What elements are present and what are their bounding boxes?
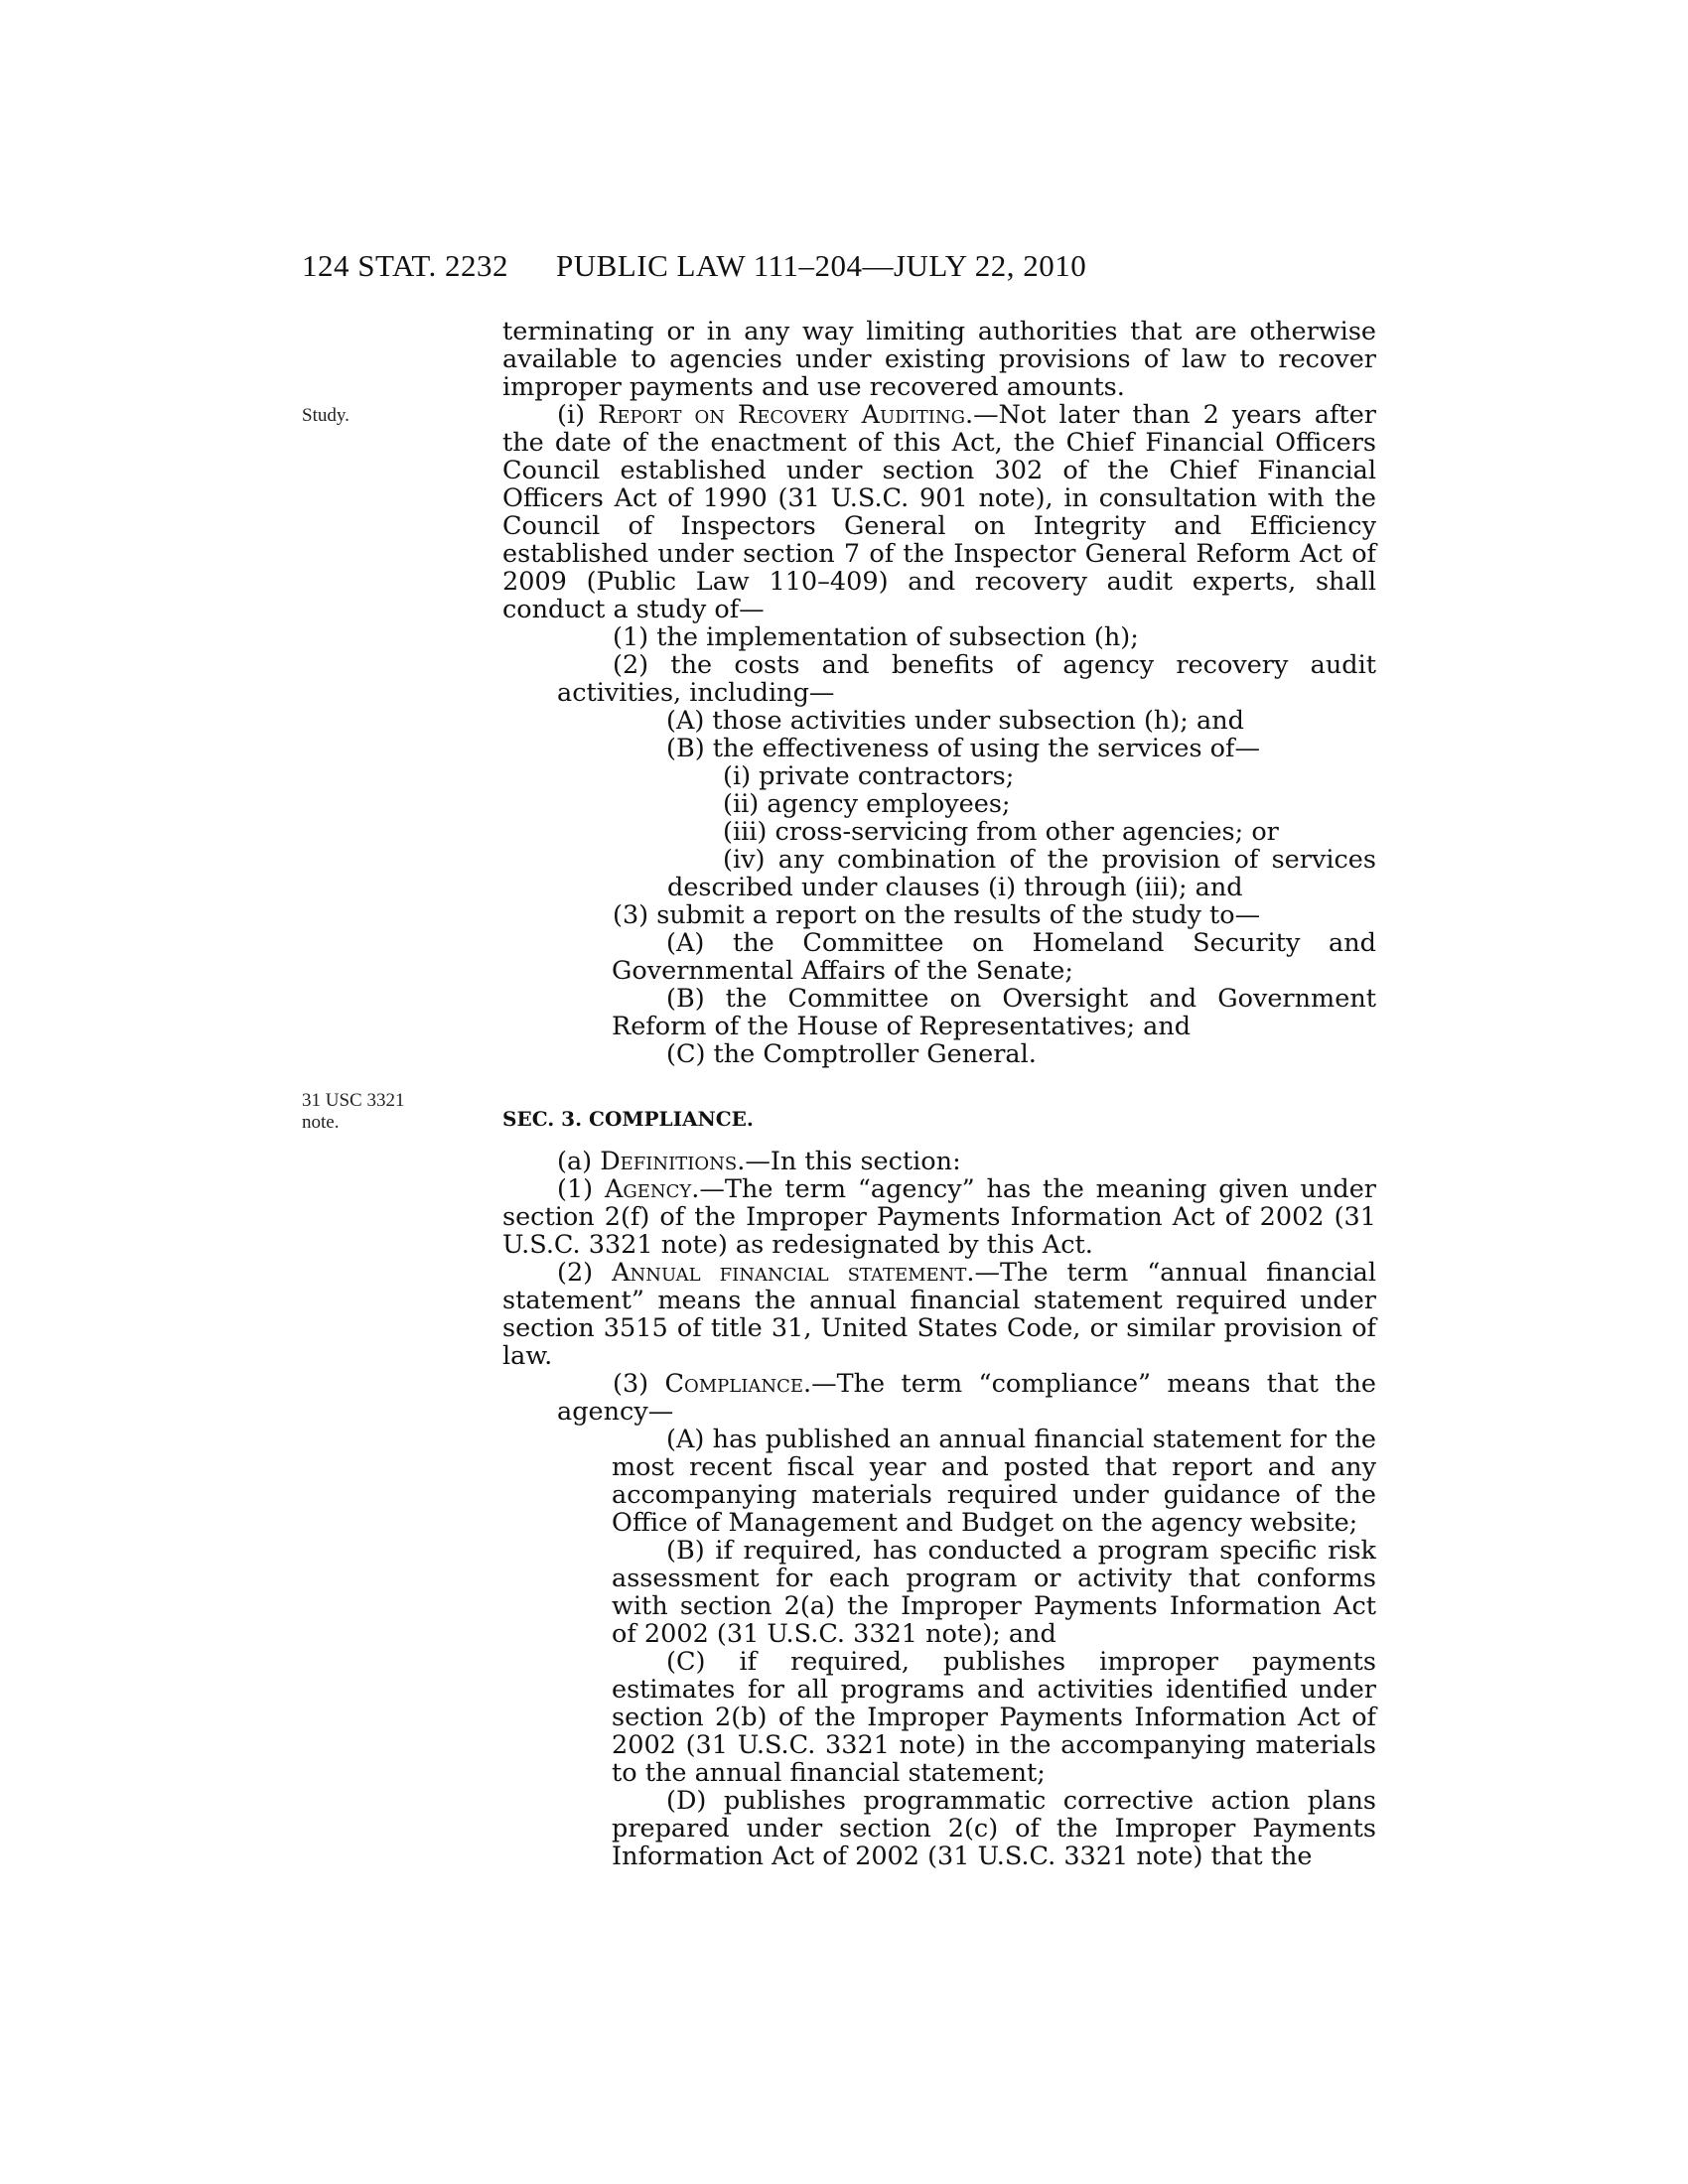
paragraph-definitions: (a) Definitions.—In this section:: [557, 1147, 961, 1176]
margin-note-usc: 31 USC 3321 note.: [302, 1090, 405, 1133]
paragraph-compliance: (3) Compliance.—The term “compliance” means that the agency—: [557, 1369, 1376, 1427]
paragraph: (B) the effectiveness of using the services of—: [666, 734, 1260, 763]
paragraph: (3) submit a report on the results of the study to—: [613, 900, 1261, 930]
paragraph: (C) if required, publishes improper payments estimates for all programs and activities identified under section 2(b) of the Improper Payments Information Act of 2002 (31 U.S.C. 3321 note) in the accompanying materials to the annual financial statement;: [612, 1647, 1376, 1788]
paragraph: (1) the implementation of subsection (h);: [613, 622, 1139, 652]
section-heading: SEC. 3. COMPLIANCE.: [502, 1107, 754, 1131]
margin-note-study: Study.: [302, 405, 350, 426]
paragraph: (i) private contractors;: [723, 761, 1015, 791]
page-running-header: PUBLIC LAW 111–204—JULY 22, 2010: [556, 248, 1087, 283]
paragraph: (D) publishes programmatic corrective action plans prepared under section 2(c) of the Improper Payments Information Act of 2002 (31 U.S.C. 3321 note) that the: [612, 1786, 1376, 1871]
paragraph: terminating or in any way limiting authorities that are otherwise available to agencies under existing provisions of law to recover improper payments and use recovered amounts.: [502, 317, 1376, 402]
paragraph: (ii) agency employees;: [723, 789, 1011, 819]
paragraph: (2) the costs and benefits of agency recovery audit activities, including—: [557, 650, 1376, 708]
paragraph: (A) those activities under subsection (h); and: [666, 706, 1244, 736]
paragraph-annual-financial-statement: (2) Annual financial statement.—The term “annual financial statement” means the annual financial statement required under section 3515 of title 31, United States Code, or similar provision of law.: [502, 1258, 1377, 1371]
paragraph: (C) the Comptroller General.: [666, 1039, 1037, 1069]
paragraph: (B) if required, has conducted a program specific risk assessment for each program or activity that conforms with section 2(a) the Improper Payments Information Act of 2002 (31 U.S.C. 3321 note); and: [612, 1536, 1376, 1649]
paragraph-agency: (1) Agency.—The term “agency” has the meaning given under section 2(f) of the Improper Payments Information Act of 2002 (31 U.S.C. 3321 note) as redesignated by this Act.: [502, 1174, 1376, 1260]
paragraph: (B) the Committee on Oversight and Government Reform of the House of Representatives; and: [612, 984, 1376, 1041]
paragraph: (A) has published an annual financial statement for the most recent fiscal year and posted that report and any accompanying materials required under guidance of the Office of Management and Budget on the agency website;: [612, 1425, 1376, 1538]
paragraph: (A) the Committee on Homeland Security and Governmental Affairs of the Senate;: [612, 928, 1376, 986]
paragraph-report-on-recovery-auditing: (i) Report on Recovery Auditing.—Not later than 2 years after the date of the enactment of this Act, the Chief Financial Officers Council established under section 302 of the Chief Financial Officers Act of 1990 (31 U.S.C. 901 note), in consultation with the Council of Inspectors General on Integrity and Efficiency established under section 7 of the Inspector General Reform Act of 2009 (Public Law 110–409) and recovery audit experts, shall conduct a study of—: [502, 400, 1376, 624]
paragraph: (iii) cross-servicing from other agencies; or: [723, 817, 1279, 847]
statute-body: [502, 318, 1376, 1870]
paragraph: (iv) any combination of the provision of services described under clauses (i) through (iii); and: [667, 845, 1376, 902]
page-stat-citation: 124 STAT. 2232: [302, 248, 509, 283]
